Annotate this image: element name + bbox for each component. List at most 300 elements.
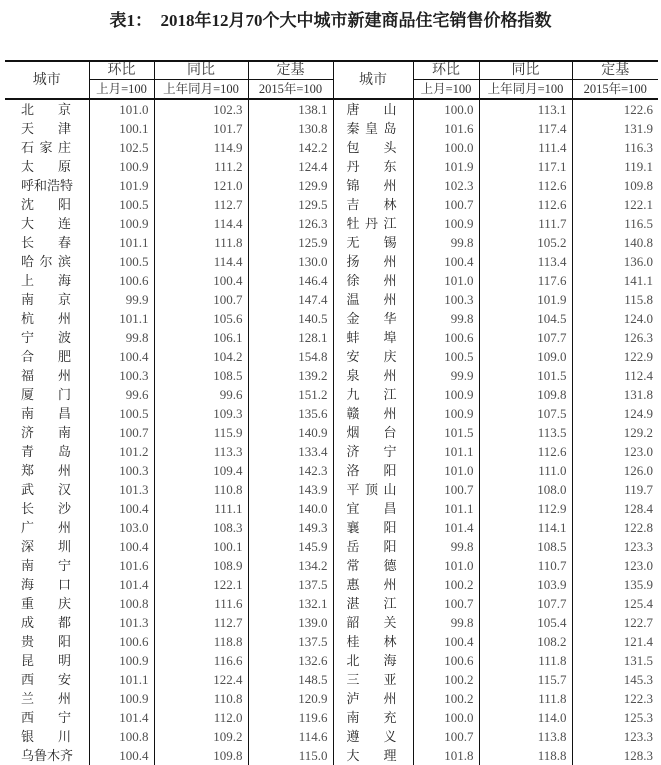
mom-index-cell-left: 101.3 [89,613,154,632]
yoy-index-cell-right: 108.0 [479,480,572,499]
city-name: 成都 [21,615,71,630]
city-name: 昆明 [21,653,71,668]
header-mom-base-left: 上月=100 [89,80,154,100]
table-row [5,556,658,575]
city-name: 重庆 [21,596,71,611]
fixed-base-index-cell-left: 145.9 [248,537,333,556]
yoy-index-cell-left: 122.1 [154,575,248,594]
city-cell-right [333,727,413,746]
fixed-base-index-cell-right: 128.3 [572,746,658,765]
city-name: 武汉 [21,482,71,497]
yoy-index-cell-left: 111.2 [154,157,248,176]
mom-index-cell-left: 103.0 [89,518,154,537]
yoy-index-cell-right: 114.1 [479,518,572,537]
yoy-index-cell-left: 102.3 [154,99,248,119]
table-row [5,347,658,366]
yoy-index-cell-left: 111.8 [154,233,248,252]
mom-index-cell-left: 101.6 [89,556,154,575]
mom-index-cell-right: 101.1 [413,499,479,518]
yoy-index-cell-right: 113.5 [479,423,572,442]
mom-index-cell-left: 100.6 [89,632,154,651]
fixed-base-index-cell-right: 122.8 [572,518,658,537]
mom-index-cell-left: 100.4 [89,537,154,556]
table-row [5,518,658,537]
city-name: 蚌埠 [346,330,397,345]
yoy-index-cell-left: 112.0 [154,708,248,727]
yoy-index-cell-right: 110.7 [479,556,572,575]
mom-index-cell-right: 100.6 [413,328,479,347]
fixed-base-index-cell-left: 142.3 [248,461,333,480]
yoy-index-cell-right: 101.5 [479,366,572,385]
mom-index-cell-left: 101.2 [89,442,154,461]
fixed-base-index-cell-left: 148.5 [248,670,333,689]
mom-index-cell-left: 99.8 [89,328,154,347]
mom-index-cell-right: 100.0 [413,138,479,157]
yoy-index-cell-left: 99.6 [154,385,248,404]
fixed-base-index-cell-left: 135.6 [248,404,333,423]
yoy-index-cell-right: 113.1 [479,99,572,119]
yoy-index-cell-right: 111.8 [479,651,572,670]
city-cell-right [333,290,413,309]
city-cell-right [333,461,413,480]
city-cell-right [333,480,413,499]
city-name: 惠州 [346,577,397,592]
city-name: 银川 [21,729,71,744]
fixed-base-index-cell-right: 136.0 [572,252,658,271]
fixed-base-index-cell-left: 124.4 [248,157,333,176]
fixed-base-index-cell-left: 115.0 [248,746,333,765]
city-cell-left [5,727,89,746]
city-cell-left [5,309,89,328]
fixed-base-index-cell-left: 140.9 [248,423,333,442]
table-row [5,651,658,670]
table-row [5,442,658,461]
mom-index-cell-right: 100.9 [413,385,479,404]
mom-index-cell-right: 100.7 [413,594,479,613]
header-row-bases [5,80,658,100]
city-cell-right [333,670,413,689]
yoy-index-cell-left: 116.6 [154,651,248,670]
table-row [5,385,658,404]
table-row [5,195,658,214]
city-cell-left [5,480,89,499]
city-cell-left [5,461,89,480]
city-name: 厦门 [21,387,71,402]
table-row [5,613,658,632]
city-cell-left [5,176,89,195]
city-cell-left [5,404,89,423]
city-name: 长沙 [21,501,71,516]
city-cell-right [333,575,413,594]
yoy-index-cell-left: 109.4 [154,461,248,480]
header-city-left: 城市 [5,61,89,99]
mom-index-cell-left: 100.4 [89,347,154,366]
table-header [5,61,658,99]
header-fixed-base-right: 2015年=100 [572,80,658,100]
city-cell-right [333,537,413,556]
mom-index-cell-right: 100.2 [413,670,479,689]
mom-index-cell-left: 100.3 [89,366,154,385]
mom-index-cell-left: 100.9 [89,689,154,708]
yoy-index-cell-left: 122.4 [154,670,248,689]
fixed-base-index-cell-right: 128.4 [572,499,658,518]
city-cell-left [5,518,89,537]
header-yoy-right: 同比 [479,61,572,80]
fixed-base-index-cell-right: 131.5 [572,651,658,670]
fixed-base-index-cell-right: 126.0 [572,461,658,480]
yoy-index-cell-right: 113.4 [479,252,572,271]
city-name: 丹东 [346,159,397,174]
yoy-index-cell-right: 108.2 [479,632,572,651]
city-cell-left [5,670,89,689]
city-cell-right [333,613,413,632]
city-name: 锦州 [346,178,397,193]
fixed-base-index-cell-left: 137.5 [248,632,333,651]
yoy-index-cell-right: 107.5 [479,404,572,423]
city-cell-left [5,632,89,651]
table-row [5,670,658,689]
fixed-base-index-cell-right: 123.3 [572,537,658,556]
table-row [5,290,658,309]
table-row [5,119,658,138]
fixed-base-index-cell-left: 129.5 [248,195,333,214]
mom-index-cell-right: 100.7 [413,195,479,214]
city-cell-right [333,442,413,461]
city-cell-left [5,252,89,271]
yoy-index-cell-right: 117.4 [479,119,572,138]
fixed-base-index-cell-left: 130.0 [248,252,333,271]
yoy-index-cell-right: 114.0 [479,708,572,727]
city-cell-left [5,214,89,233]
yoy-index-cell-right: 111.4 [479,138,572,157]
fixed-base-index-cell-left: 126.3 [248,214,333,233]
city-cell-right [333,157,413,176]
yoy-index-cell-right: 104.5 [479,309,572,328]
city-name: 合肥 [21,349,71,364]
city-cell-left [5,499,89,518]
yoy-index-cell-left: 108.5 [154,366,248,385]
fixed-base-index-cell-right: 135.9 [572,575,658,594]
fixed-base-index-cell-left: 128.1 [248,328,333,347]
city-name: 金华 [346,311,397,326]
city-name: 九江 [346,387,397,402]
fixed-base-index-cell-right: 109.8 [572,176,658,195]
mom-index-cell-right: 101.1 [413,442,479,461]
city-cell-left [5,328,89,347]
fixed-base-index-cell-right: 116.3 [572,138,658,157]
mom-index-cell-left: 101.4 [89,708,154,727]
city-name: 海口 [21,577,71,592]
yoy-index-cell-right: 112.6 [479,176,572,195]
fixed-base-index-cell-left: 138.1 [248,99,333,119]
yoy-index-cell-left: 112.7 [154,195,248,214]
yoy-index-cell-left: 115.9 [154,423,248,442]
mom-index-cell-right: 100.7 [413,480,479,499]
city-name: 哈尔滨 [21,254,71,269]
yoy-index-cell-left: 112.7 [154,613,248,632]
yoy-index-cell-right: 109.8 [479,385,572,404]
fixed-base-index-cell-right: 122.9 [572,347,658,366]
city-name: 南充 [346,710,397,725]
yoy-index-cell-right: 109.0 [479,347,572,366]
fixed-base-index-cell-right: 119.7 [572,480,658,499]
header-fixed-right: 定基 [572,61,658,80]
mom-index-cell-right: 99.9 [413,366,479,385]
fixed-base-index-cell-left: 130.8 [248,119,333,138]
city-cell-left [5,195,89,214]
fixed-base-index-cell-left: 114.6 [248,727,333,746]
yoy-index-cell-left: 114.4 [154,214,248,233]
city-cell-left [5,689,89,708]
yoy-index-cell-right: 117.1 [479,157,572,176]
header-yoy-base-right: 上年同月=100 [479,80,572,100]
city-cell-right [333,99,413,119]
fixed-base-index-cell-right: 126.3 [572,328,658,347]
header-mom-right: 环比 [413,61,479,80]
city-name: 韶关 [346,615,397,630]
mom-index-cell-left: 100.1 [89,119,154,138]
fixed-base-index-cell-left: 133.4 [248,442,333,461]
city-cell-left [5,651,89,670]
table-row [5,423,658,442]
fixed-base-index-cell-right: 122.1 [572,195,658,214]
city-name: 北海 [346,653,397,668]
fixed-base-index-cell-left: 132.6 [248,651,333,670]
mom-index-cell-right: 100.4 [413,252,479,271]
fixed-base-index-cell-left: 143.9 [248,480,333,499]
mom-index-cell-left: 101.1 [89,670,154,689]
yoy-index-cell-right: 112.6 [479,442,572,461]
header-yoy-left: 同比 [154,61,248,80]
mom-index-cell-left: 100.7 [89,423,154,442]
city-name: 南京 [21,292,71,307]
city-cell-left [5,423,89,442]
fixed-base-index-cell-right: 131.9 [572,119,658,138]
yoy-index-cell-left: 101.7 [154,119,248,138]
table-row [5,176,658,195]
fixed-base-index-cell-left: 146.4 [248,271,333,290]
mom-index-cell-left: 100.4 [89,746,154,765]
yoy-index-cell-left: 104.2 [154,347,248,366]
fixed-base-index-cell-right: 123.0 [572,442,658,461]
city-cell-left [5,575,89,594]
mom-index-cell-left: 101.9 [89,176,154,195]
city-name: 包头 [346,140,397,155]
table-row [5,461,658,480]
header-mom-base-right: 上月=100 [413,80,479,100]
city-name: 赣州 [346,406,397,421]
city-cell-left [5,366,89,385]
fixed-base-index-cell-left: 139.2 [248,366,333,385]
table-row [5,708,658,727]
table-body [5,99,658,765]
city-name: 常德 [346,558,397,573]
city-name: 杭州 [21,311,71,326]
fixed-base-index-cell-right: 122.3 [572,689,658,708]
yoy-index-cell-left: 114.4 [154,252,248,271]
city-name: 兰州 [21,691,71,706]
city-name: 长春 [21,235,71,250]
table-row [5,499,658,518]
table-row [5,727,658,746]
city-cell-right [333,195,413,214]
mom-index-cell-left: 100.9 [89,214,154,233]
city-cell-right [333,651,413,670]
table-row [5,309,658,328]
yoy-index-cell-right: 105.2 [479,233,572,252]
mom-index-cell-right: 99.8 [413,537,479,556]
city-name: 大连 [21,216,71,231]
yoy-index-cell-left: 106.1 [154,328,248,347]
city-cell-right [333,347,413,366]
yoy-index-cell-right: 103.9 [479,575,572,594]
mom-index-cell-left: 101.1 [89,233,154,252]
mom-index-cell-left: 100.9 [89,157,154,176]
city-cell-right [333,423,413,442]
fixed-base-index-cell-left: 125.9 [248,233,333,252]
table-row [5,99,658,119]
city-cell-right [333,518,413,537]
city-cell-left [5,746,89,765]
city-cell-left [5,138,89,157]
fixed-base-index-cell-left: 140.5 [248,309,333,328]
fixed-base-index-cell-left: 142.2 [248,138,333,157]
city-name: 襄阳 [346,520,397,535]
yoy-index-cell-left: 109.2 [154,727,248,746]
city-cell-right [333,404,413,423]
fixed-base-index-cell-left: 154.8 [248,347,333,366]
mom-index-cell-right: 100.0 [413,708,479,727]
yoy-index-cell-left: 114.9 [154,138,248,157]
city-name: 济南 [21,425,71,440]
mom-index-cell-right: 100.9 [413,404,479,423]
city-cell-right [333,328,413,347]
city-name: 三亚 [346,672,397,687]
fixed-base-index-cell-right: 116.5 [572,214,658,233]
fixed-base-index-cell-left: 132.1 [248,594,333,613]
city-name: 沈阳 [21,197,71,212]
table-row [5,537,658,556]
yoy-index-cell-right: 115.7 [479,670,572,689]
mom-index-cell-left: 101.3 [89,480,154,499]
fixed-base-index-cell-right: 125.3 [572,708,658,727]
city-name: 呼和浩特 [21,178,74,193]
city-name: 泸州 [346,691,397,706]
fixed-base-index-cell-left: 129.9 [248,176,333,195]
mom-index-cell-left: 101.0 [89,99,154,119]
mom-index-cell-right: 99.8 [413,309,479,328]
table-row [5,404,658,423]
city-name: 无锡 [346,235,397,250]
fixed-base-index-cell-right: 121.4 [572,632,658,651]
city-name: 青岛 [21,444,71,459]
fixed-base-index-cell-right: 145.3 [572,670,658,689]
price-index-table [5,60,658,765]
table-row [5,480,658,499]
yoy-index-cell-left: 108.9 [154,556,248,575]
city-cell-right [333,594,413,613]
header-yoy-base-left: 上年同月=100 [154,80,248,100]
mom-index-cell-right: 100.2 [413,689,479,708]
yoy-index-cell-right: 105.4 [479,613,572,632]
city-name: 郑州 [21,463,71,478]
yoy-index-cell-right: 111.7 [479,214,572,233]
mom-index-cell-left: 100.6 [89,271,154,290]
city-cell-left [5,594,89,613]
city-cell-left [5,442,89,461]
mom-index-cell-right: 100.6 [413,651,479,670]
yoy-index-cell-left: 108.3 [154,518,248,537]
fixed-base-index-cell-left: 140.0 [248,499,333,518]
fixed-base-index-cell-left: 134.2 [248,556,333,575]
city-name: 天津 [21,121,71,136]
city-cell-right [333,233,413,252]
fixed-base-index-cell-left: 151.2 [248,385,333,404]
fixed-base-index-cell-left: 139.0 [248,613,333,632]
city-cell-right [333,746,413,765]
city-cell-left [5,99,89,119]
city-name: 西宁 [21,710,71,725]
city-name: 安庆 [346,349,397,364]
table-row [5,252,658,271]
mom-index-cell-right: 100.7 [413,727,479,746]
yoy-index-cell-right: 111.0 [479,461,572,480]
city-name: 扬州 [346,254,397,269]
table-row [5,233,658,252]
yoy-index-cell-left: 100.7 [154,290,248,309]
city-name: 湛江 [346,596,397,611]
city-name: 泉州 [346,368,397,383]
mom-index-cell-left: 100.8 [89,727,154,746]
mom-index-cell-left: 100.5 [89,404,154,423]
fixed-base-index-cell-right: 122.6 [572,99,658,119]
yoy-index-cell-right: 112.6 [479,195,572,214]
city-name: 洛阳 [346,463,397,478]
mom-index-cell-left: 100.5 [89,195,154,214]
table-row [5,328,658,347]
city-cell-right [333,689,413,708]
city-name: 宜昌 [346,501,397,516]
fixed-base-index-cell-right: 115.8 [572,290,658,309]
yoy-index-cell-left: 109.8 [154,746,248,765]
city-cell-right [333,271,413,290]
city-name: 唐山 [346,102,397,117]
mom-index-cell-left: 100.3 [89,461,154,480]
fixed-base-index-cell-right: 122.7 [572,613,658,632]
mom-index-cell-right: 101.6 [413,119,479,138]
city-cell-left [5,119,89,138]
mom-index-cell-right: 101.0 [413,556,479,575]
mom-index-cell-left: 100.9 [89,651,154,670]
header-city-right: 城市 [333,61,413,99]
fixed-base-index-cell-right: 125.4 [572,594,658,613]
table-row [5,157,658,176]
city-name: 平顶山 [346,482,397,497]
city-cell-left [5,556,89,575]
yoy-index-cell-left: 111.1 [154,499,248,518]
table-row [5,575,658,594]
yoy-index-cell-right: 101.9 [479,290,572,309]
table-row [5,746,658,765]
mom-index-cell-right: 101.8 [413,746,479,765]
fixed-base-index-cell-left: 120.9 [248,689,333,708]
mom-index-cell-right: 100.4 [413,632,479,651]
header-fixed-base-left: 2015年=100 [248,80,333,100]
city-cell-left [5,613,89,632]
city-cell-right [333,119,413,138]
yoy-index-cell-right: 112.9 [479,499,572,518]
mom-index-cell-right: 101.4 [413,518,479,537]
